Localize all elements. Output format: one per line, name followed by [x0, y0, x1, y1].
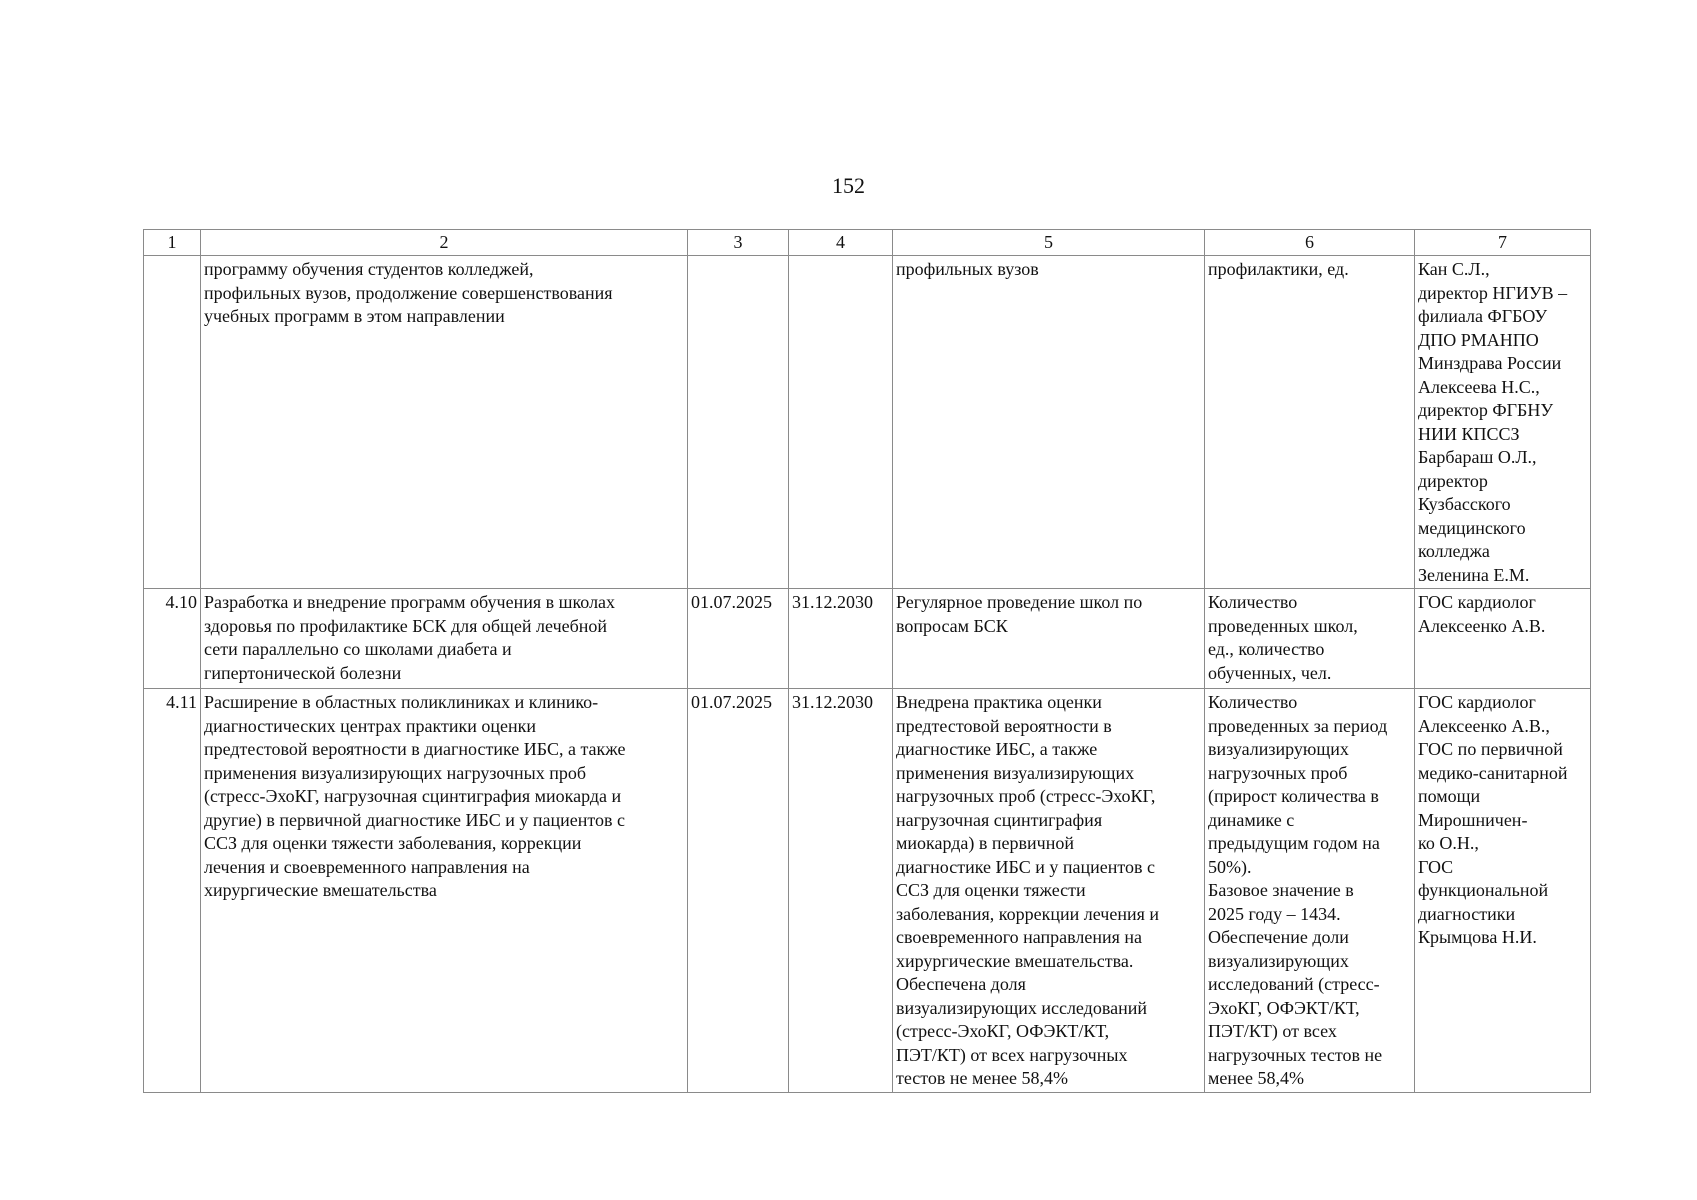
column-number-row — [144, 230, 1591, 256]
start-date-cell — [688, 256, 789, 589]
column-header-4: 4 — [789, 230, 893, 256]
column-header-2: 2 — [201, 230, 688, 256]
end-date-cell — [789, 256, 893, 589]
table-row — [144, 256, 1591, 589]
responsible-cell: ГОС кардиолог Алексеенко А.В., ГОС по первичной медико-санитарной помощи Мирошничен- ко О.Н., ГОС функциональной диагностики Крымцова Н.И. — [1415, 689, 1591, 1093]
column-header-3: 3 — [688, 230, 789, 256]
page-number: 152 — [832, 173, 865, 198]
result-cell: Регулярное проведение школ по вопросам БСК — [893, 589, 1205, 689]
start-date-cell: 01.07.2025 — [688, 589, 789, 689]
column-header-1: 1 — [144, 230, 201, 256]
plan-table — [143, 229, 1591, 1093]
activity-cell: Расширение в областных поликлиниках и клинико- диагностических центрах практики оценки предтестовой вероятности в диагностике ИБС, а также применения визуализирующих нагрузочных проб (стресс-ЭхоКГ, нагрузочная сцинтиграфия миокарда и другие) в первичной диагностике ИБС и у пациентов с ССЗ для оценки тяжести заболевания, коррекции лечения и своевременного направления на хирургические вмешательства — [201, 689, 688, 1093]
activity-cell: программу обучения студентов колледжей, профильных вузов, продолжение совершенствования учебных программ в этом направлении — [201, 256, 688, 589]
responsible-cell: ГОС кардиолог Алексеенко А.В. — [1415, 589, 1591, 689]
indicator-cell: Количество проведенных школ, ед., количество обученных, чел. — [1205, 589, 1415, 689]
responsible-cell: Кан С.Л., директор НГИУВ – филиала ФГБОУ ДПО РМАНПО Минздрава России Алексеева Н.С., директор ФГБНУ НИИ КПССЗ Барбараш О.Л., директор Кузбасского медицинского колледжа Зеленина Е.М. — [1415, 256, 1591, 589]
result-cell: профильных вузов — [893, 256, 1205, 589]
indicator-cell: профилактики, ед. — [1205, 256, 1415, 589]
column-header-5: 5 — [893, 230, 1205, 256]
table-row — [144, 589, 1591, 689]
result-cell: Внедрена практика оценки предтестовой вероятности в диагностике ИБС, а также применения визуализирующих нагрузочных проб (стресс-ЭхоКГ, нагрузочная сцинтиграфия миокарда) в первичной диагностике ИБС и у пациентов с ССЗ для оценки тяжести заболевания, коррекции лечения и своевременного направления на хирургические вмешательства. Обеспечена доля визуализирующих исследований (стресс-ЭхоКГ, ОФЭКТ/КТ, ПЭТ/КТ) от всех нагрузочных тестов не менее 58,4% — [893, 689, 1205, 1093]
indicator-cell: Количество проведенных за период визуализирующих нагрузочных проб (прирост количества в динамике с предыдущим годом на 50%). Базовое значение в 2025 году – 1434. Обеспечение доли визуализирующих исследований (стресс- ЭхоКГ, ОФЭКТ/КТ, ПЭТ/КТ) от всех нагрузочных тестов не менее 58,4% — [1205, 689, 1415, 1093]
column-header-6: 6 — [1205, 230, 1415, 256]
column-header-7: 7 — [1415, 230, 1591, 256]
row-number: 4.10 — [144, 589, 201, 689]
row-number — [144, 256, 201, 589]
end-date-cell: 31.12.2030 — [789, 589, 893, 689]
activity-cell: Разработка и внедрение программ обучения в школах здоровья по профилактике БСК для общей лечебной сети параллельно со школами диабета и гипертонической болезни — [201, 589, 688, 689]
end-date-cell: 31.12.2030 — [789, 689, 893, 1093]
start-date-cell: 01.07.2025 — [688, 689, 789, 1093]
table-row — [144, 689, 1591, 1093]
row-number: 4.11 — [144, 689, 201, 1093]
